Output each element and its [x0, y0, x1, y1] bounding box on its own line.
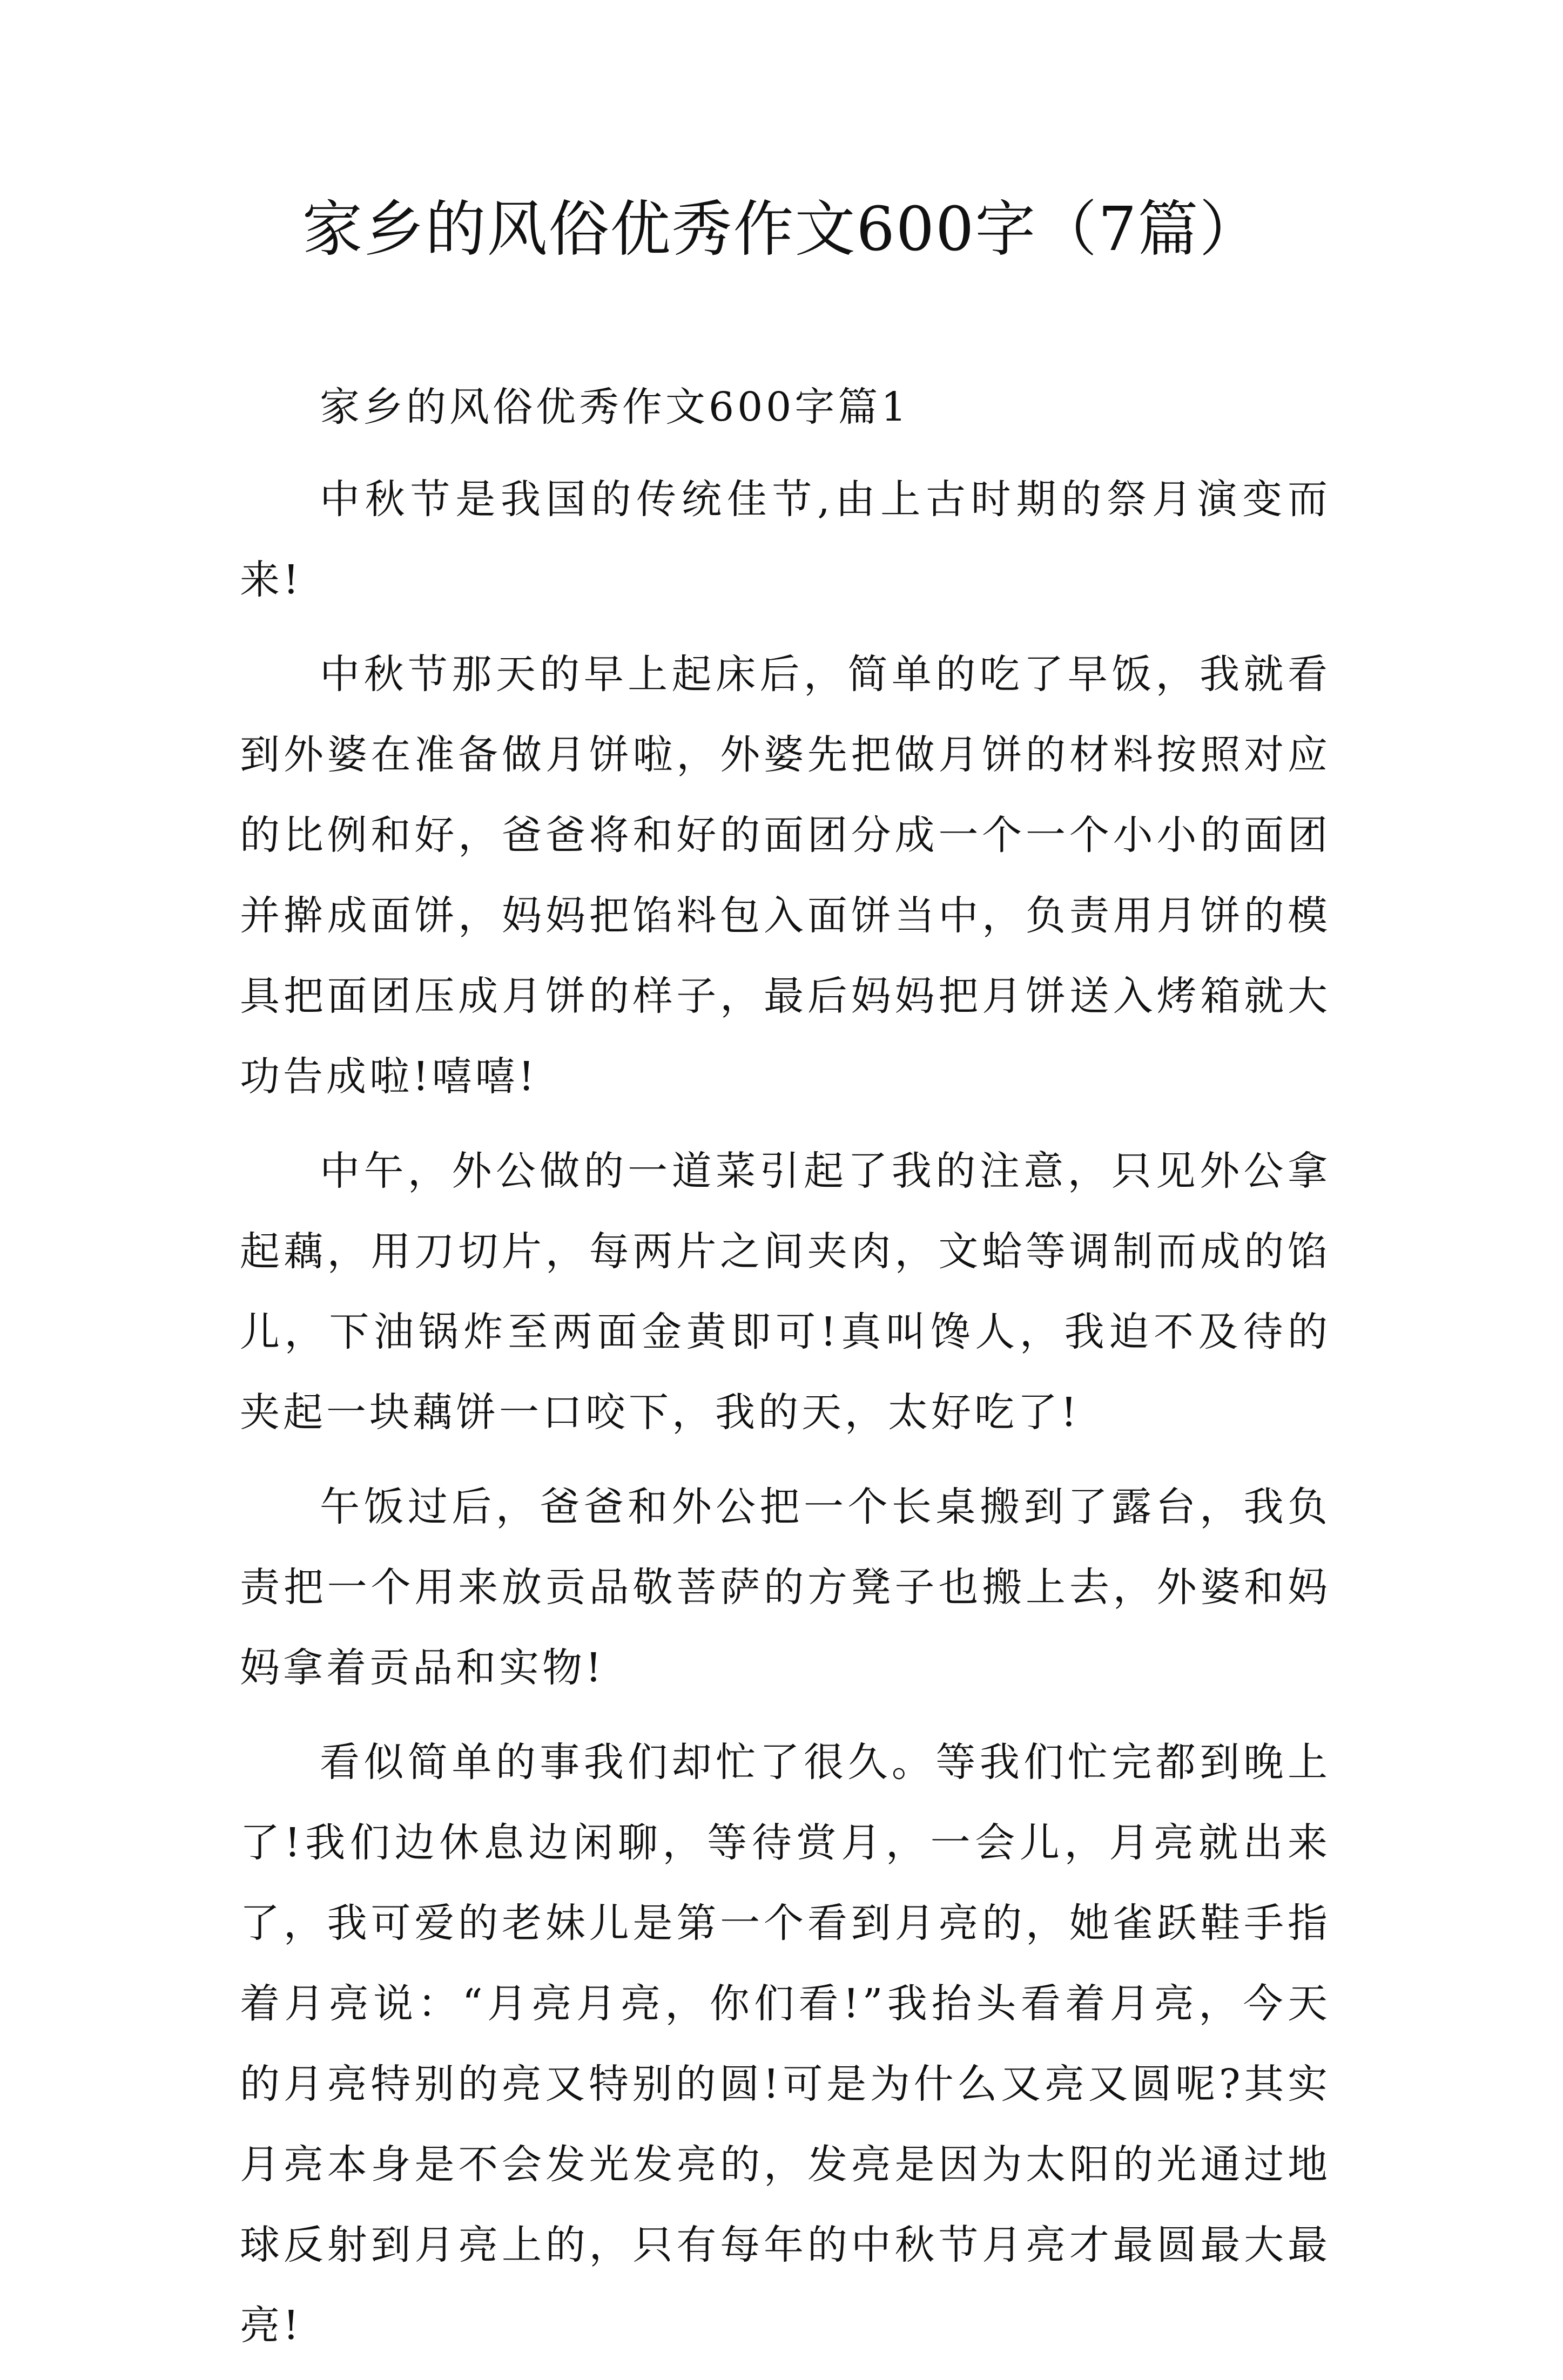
paragraph-5: 看似简单的事我们却忙了很久。等我们忙完都到晚上了!我们边休息边闲聊，等待赏月，一会儿，月亮就出来了，我可爱的老妹儿是第一个看到月亮的，她雀跃鞋手指着月亮说：“月亮月亮，你们看!”我抬头看着月亮，今天的月亮特别的亮又特别的圆!可是为什么又亮又圆呢?其实月亮本身是不会发光发亮的，发亮是因为太阳的光通过地球反射到月亮上的，只有每年的中秋节月亮才最圆最大最亮!	[240, 1739, 1331, 2349]
paragraph-4: 午饭过后，爸爸和外公把一个长桌搬到了露台，我负责把一个用来放贡品敬菩萨的方凳子也搬上去，外婆和妈妈拿着贡品和实物!	[240, 1484, 1331, 1691]
section-heading: 家乡的风俗优秀作文600字篇1	[320, 384, 910, 430]
paragraph-1: 中秋节是我国的传统佳节,由上古时期的祭月演变而来!	[240, 476, 1331, 603]
paragraph-2: 中秋节那天的早上起床后，简单的吃了早饭，我就看到外婆在准备做月饼啦，外婆先把做月饼的材料按照对应的比例和好，爸爸将和好的面团分成一个一个小小的面团并擀成面饼，妈妈把馅料包入面饼当中，负责用月饼的模具把面团压成月饼的样子，最后妈妈把月饼送入烤箱就大功告成啦!嘻嘻!	[240, 651, 1331, 1100]
document-title: 家乡的风俗优秀作文600字（7篇）	[302, 194, 1261, 265]
paragraph-3: 中午，外公做的一道菜引起了我的注意，只见外公拿起藕，用刀切片，每两片之间夹肉，文蛤等调制而成的馅儿，下油锅炸至两面金黄即可!真叫馋人，我迫不及待的夹起一块藕饼一口咬下，我的天，太好吃了!	[240, 1148, 1331, 1436]
document-body	[240, 367, 1331, 2380]
